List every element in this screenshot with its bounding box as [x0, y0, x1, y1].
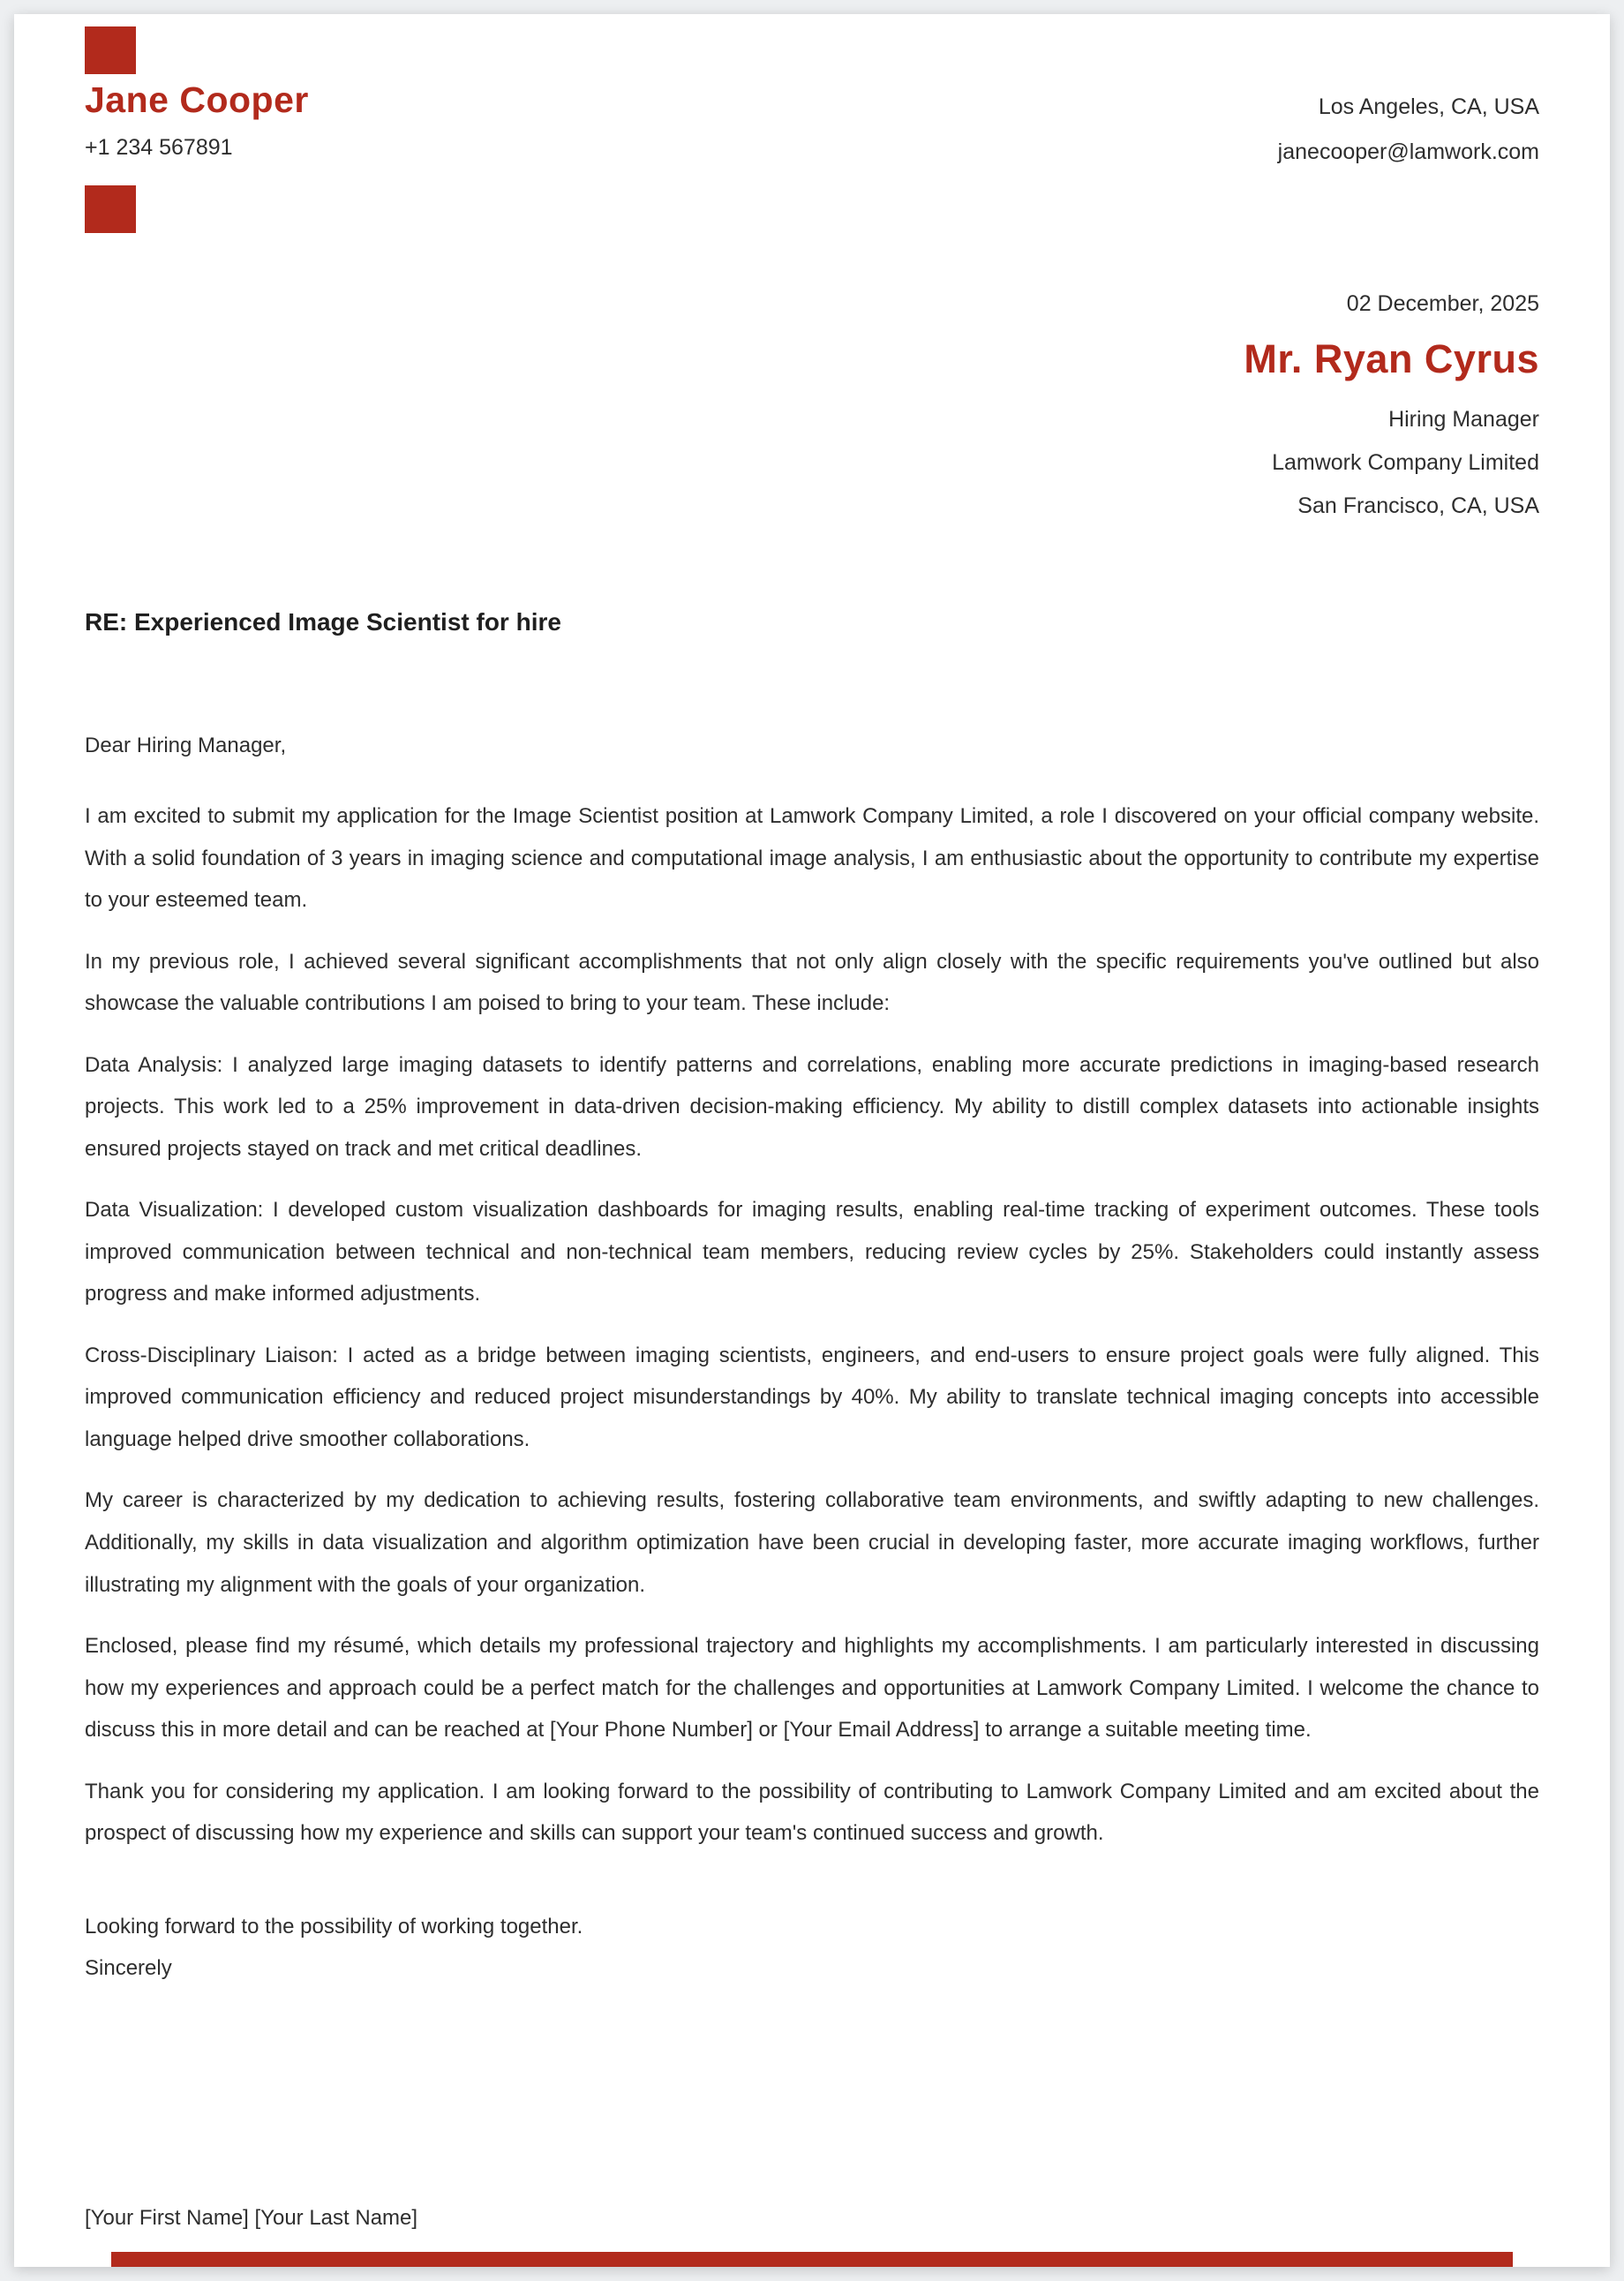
letter-header [85, 26, 1539, 233]
letter-paragraph: In my previous role, I achieved several significant accomplishments that not only align closely with the specific requirements you've outlined but also showcase the valuable contributions I am poised to bring to your team. These include: [85, 949, 1539, 1016]
salutation: Dear Hiring Manager, [85, 734, 287, 758]
recipient-location: San Francisco, CA, USA [1297, 493, 1539, 518]
footer-accent-bar [111, 2252, 1513, 2267]
sender-contact-block [1278, 26, 1539, 176]
subject-line: RE: Experienced Image Scientist for hire [85, 608, 561, 636]
closing-sincerely: Sincerely [85, 1956, 172, 1981]
sender-block [85, 26, 309, 233]
sender-email: janecooper@lamwork.com [1277, 139, 1539, 165]
letter-paragraph: Enclosed, please find my résumé, which details my professional trajectory and highlights my accomplishments. I am particularly interested in discussing how my experiences and approach could be a perfect match for the challenges and opportunities at Lamwork Company Limited. I welcome the chance to discuss this in more detail and can be reached at [Your Phone Number] or [Your Email Address] to arrange a suitable meeting time. [85, 1634, 1539, 1743]
sender-name: Jane Cooper [85, 79, 309, 120]
closing-line: Looking forward to the possibility of working together. [85, 1914, 583, 1938]
cover-letter-page [14, 14, 1610, 2267]
letter-paragraph: Data Analysis: I analyzed large imaging datasets to identify patterns and correlations, enabling more accurate predictions in imaging-based research projects. This work led to a 25% improvement in data-driven decision-making efficiency. My ability to distill complex datasets into actionable insights ensured projects stayed on track and met critical deadlines. [85, 1052, 1539, 1161]
sender-phone: +1 234 567891 [85, 135, 233, 160]
closing-block [85, 1906, 1539, 1990]
letter-paragraph: My career is characterized by my dedication to achieving results, fostering collaborative team environments, and swiftly adapting to new challenges. Additionally, my skills in data visualization and algorithm optimization have been crucial in developing faster, more accurate imaging workflows, further illustrating my alignment with the goals of your organization. [85, 1488, 1539, 1597]
letter-body [85, 795, 1539, 1854]
letter-paragraph: Thank you for considering my application. I am looking forward to the possibility of contributing to Lamwork Company Limited and am excited about the prospect of discussing how my experience and skills can support your team's continued success and growth. [85, 1779, 1539, 1846]
recipient-title: Hiring Manager [1388, 407, 1539, 432]
recipient-name: Mr. Ryan Cyrus [1244, 336, 1539, 381]
letter-paragraph: Cross-Disciplinary Liaison: I acted as a bridge between imaging scientists, engineers, and end-users to ensure project goals were fully aligned. This improved communication efficiency and reduced project misunderstandings by 40%. My ability to translate technical imaging concepts into accessible language helped drive smoother collaborations. [85, 1343, 1539, 1451]
sender-location: Los Angeles, CA, USA [1318, 94, 1539, 119]
recipient-company: Lamwork Company Limited [1272, 449, 1539, 475]
decorative-square-top [85, 26, 136, 74]
signature-placeholder: [Your First Name] [Your Last Name] [85, 2205, 418, 2230]
letter-date: 02 December, 2025 [1346, 291, 1539, 316]
recipient-block [85, 291, 1539, 527]
letter-paragraph: Data Visualization: I developed custom visualization dashboards for imaging results, enabling real-time tracking of experiment outcomes. These tools improved communication between technical and non-technical team members, reducing review cycles by 25%. Stakeholders could instantly assess progress and make informed adjustments. [85, 1198, 1539, 1306]
letter-paragraph: I am excited to submit my application for the Image Scientist position at Lamwork Company Limited, a role I discovered on your official company website. With a solid foundation of 3 years in imaging science and computational image analysis, I am enthusiastic about the opportunity to contribute my expertise to your esteemed team. [85, 804, 1539, 913]
decorative-square-bottom [85, 185, 136, 233]
